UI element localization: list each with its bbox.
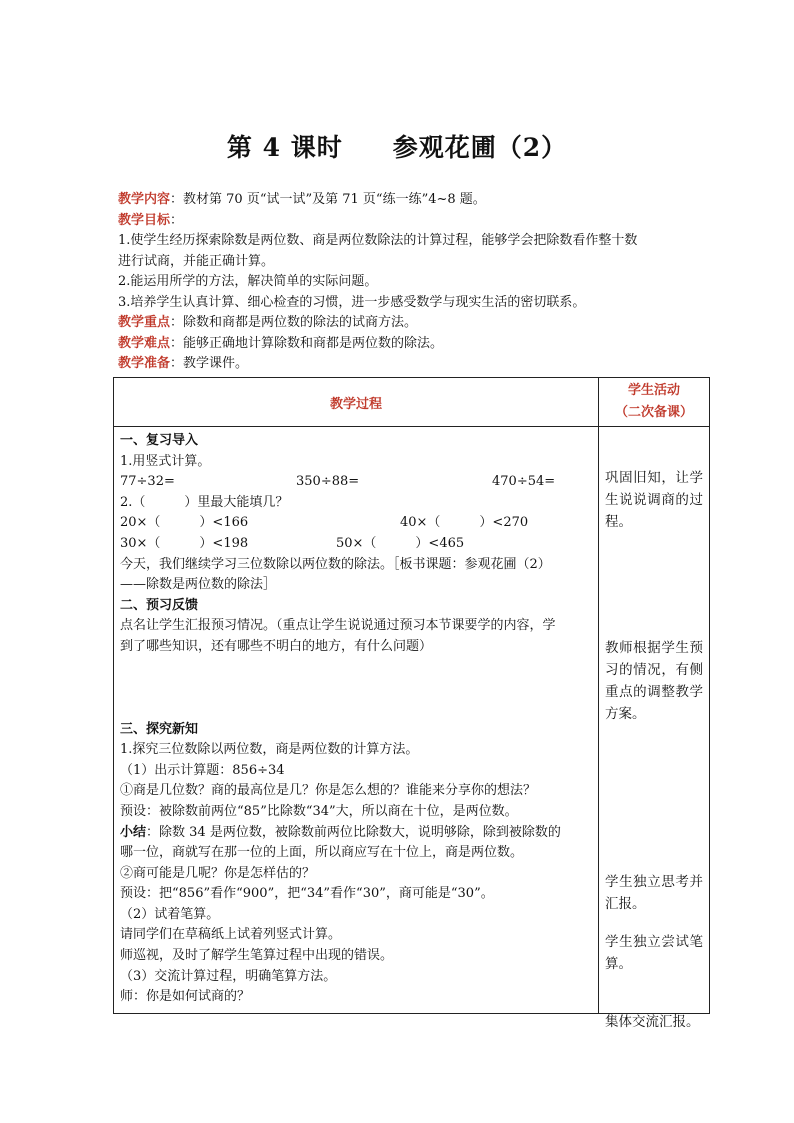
meta-goals: 教学目标： — [118, 212, 184, 228]
page-title — [0, 128, 794, 164]
review-line-3: 今天，我们继续学习三位数除以两位数的除法。［板书课题：参观花圃（2） — [120, 556, 551, 572]
explore-line-9: （2）试着笔算。 — [120, 906, 220, 922]
explore-line-8: 预设：把“856”看作“900”，把“34”看作“30”，商可能是“30”。 — [120, 886, 494, 902]
preview-line-2: 到了哪些知识，还有哪些不明白的地方，有什么问题） — [120, 638, 433, 654]
preview-line-1: 点名让学生汇报预习情况。（重点让学生说说通过预习本节课要学的内容，学 — [120, 618, 556, 634]
explore-line-10: 请同学们在草稿纸上试着列竖式计算。 — [120, 927, 342, 943]
header-activity: 学生活动 （二次备课） — [599, 378, 710, 427]
lesson-title: 参观花圃（2） — [392, 133, 568, 162]
explore-line-2: （1）出示计算题：856÷34 — [120, 762, 285, 778]
explore-line-4: 预设：被除数前两位“85”比除数“34”大，所以商在十位，是两位数。 — [120, 803, 518, 819]
lesson-number: 第 4 课时 — [226, 133, 343, 162]
review-line-4: ——除数是两位数的除法］ — [120, 577, 277, 593]
explore-line-7: ②商可能是几呢？你是怎样估的？ — [120, 865, 316, 881]
explore-line-1: 1.探究三位数除以两位数，商是两位数的计算方法。 — [120, 742, 419, 758]
activity-note-1: 巩固旧知，让学生说说调商的过程。 — [605, 470, 703, 530]
explore-line-13: 师：你是如何试商的？ — [120, 989, 251, 1005]
activity-note-3: 学生独立思考并汇报。 — [605, 874, 703, 912]
section-review: 一、复习导入 — [120, 433, 199, 448]
activity-note-5: 集体交流汇报。 — [605, 1014, 700, 1030]
explore-line-11: 师巡视，及时了解学生笔算过程中出现的错误。 — [120, 948, 394, 964]
review-fill-row-1: 20×（ ）<166 40×（ ）<270 — [120, 515, 529, 531]
lesson-table — [113, 377, 710, 1030]
review-fill-row-2: 30×（ ）<198 50×（ ）<465 — [120, 535, 465, 551]
process-body — [114, 427, 599, 1014]
explore-line-3: ①商是几位数？商的最高位是几？你是怎么想的？谁能来分享你的想法？ — [120, 783, 537, 799]
meta-key-point: 教学重点：除数和商都是两位数的除法的试商方法。 — [118, 315, 418, 330]
lesson-meta — [118, 190, 718, 375]
meta-goal-1: 1.使学生经历探索除数是两位数、商是两位数除法的计算过程，能够学会把除数看作整十数 — [118, 233, 638, 248]
header-process: 教学过程 — [114, 378, 599, 427]
meta-content: 教学内容：教材第 70 页“试一试”及第 71 页“练一练”4~8 题。 — [118, 192, 486, 207]
review-line-1: 1.用竖式计算。 — [120, 453, 211, 469]
activity-body — [599, 427, 710, 1030]
meta-difficulty: 教学难点：能够正确地计算除数和商都是两位数的除法。 — [118, 335, 444, 351]
explore-summary: 小结：除数 34 是两位数，被除数前两位比除数大，说明够除，除到被除数的 — [120, 824, 561, 840]
explore-line-12: （3）交流计算过程，明确笔算方法。 — [120, 968, 337, 984]
explore-line-6: 哪一位，商就写在那一位的上面，所以商应写在十位上，商是两位数。 — [120, 845, 524, 861]
review-line-2: 2.（ ）里最大能填几？ — [120, 494, 289, 510]
meta-preparation: 教学准备：教学课件。 — [118, 356, 249, 371]
meta-goal-1-cont: 进行试商，并能正确计算。 — [118, 253, 275, 269]
activity-note-4: 学生独立尝试笔算。 — [605, 934, 703, 972]
section-explore: 三、探究新知 — [120, 721, 199, 737]
meta-goal-3: 3.培养学生认真计算、细心检查的习惯，进一步感受数学与现实生活的密切联系。 — [118, 294, 586, 310]
meta-goal-2: 2.能运用所学的方法，解决简单的实际问题。 — [118, 274, 378, 289]
review-calc-row: 77÷32= 350÷88= 470÷54= — [120, 474, 556, 490]
section-preview: 二、预习反馈 — [120, 597, 199, 613]
activity-note-2: 教师根据学生预习的情况，有侧重点的调整教学方案。 — [605, 640, 703, 722]
